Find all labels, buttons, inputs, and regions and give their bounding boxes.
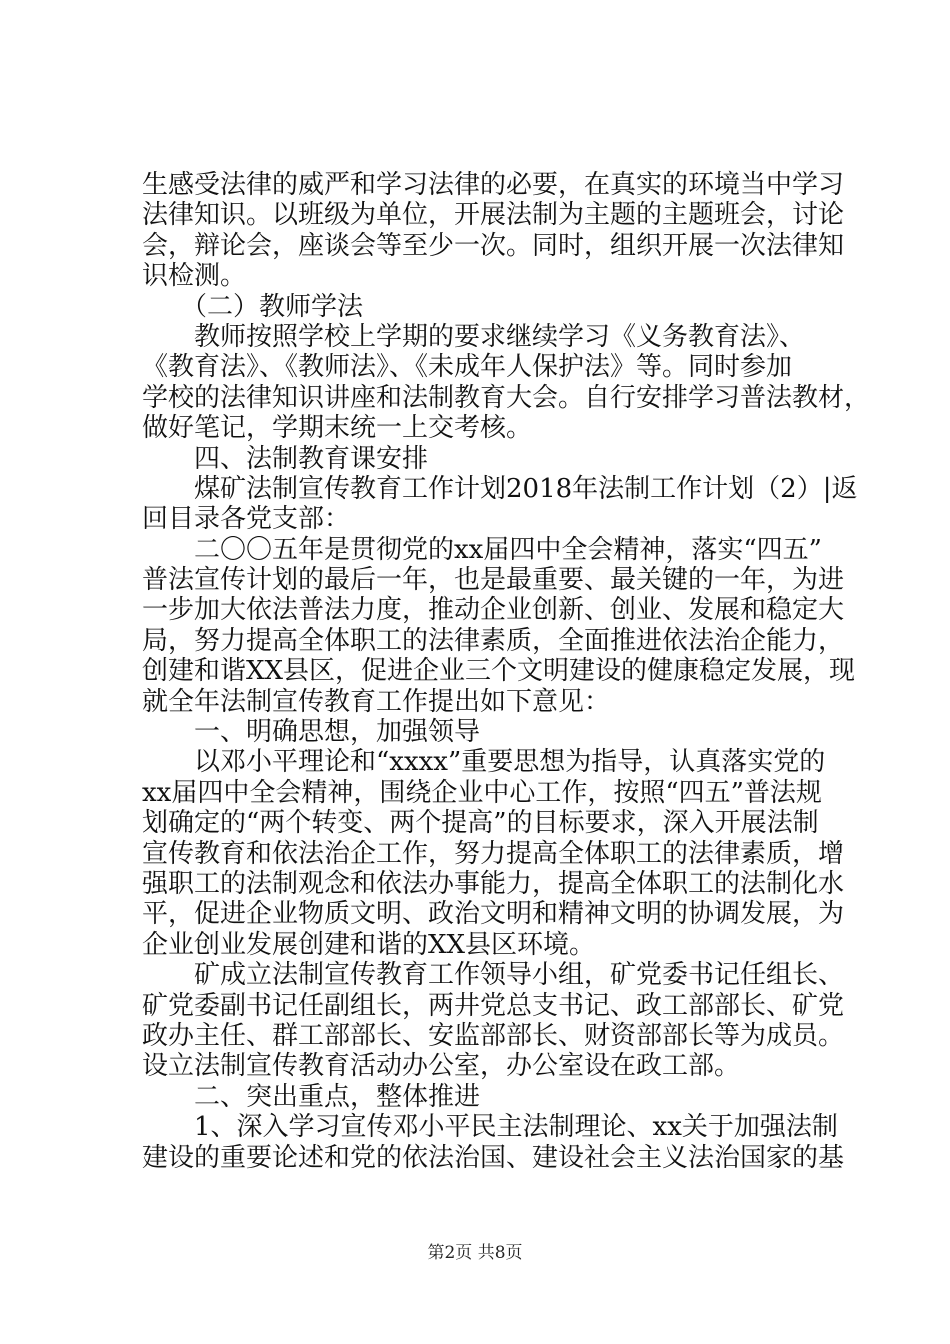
text-line: 企业创业发展创建和谐的XX县区环境。: [142, 929, 596, 960]
text-line: 一步加大依法普法力度，推动企业创新、创业、发展和稳定大: [142, 595, 845, 626]
text-line: 识检测。: [142, 261, 247, 292]
text-line: 设立法制宣传教育活动办公室，办公室设在政工部。: [142, 1051, 741, 1082]
section-heading: 四、法制教育课安排: [142, 443, 429, 474]
text-line: 政办主任、群工部部长、安监部部长、财资部部长等为成员。: [142, 1020, 845, 1051]
text-line: xx届四中全会精神，围绕企业中心工作，按照“四五”普法规: [142, 777, 822, 808]
text-line: 回目录各党支部：: [142, 504, 351, 535]
document-body: [142, 170, 871, 1173]
text-line: 会，辩论会，座谈会等至少一次。同时，组织开展一次法律知: [142, 230, 845, 261]
text-line: 学校的法律知识讲座和法制教育大会。自行安排学习普法教材，: [142, 382, 871, 413]
text-line: 矿成立法制宣传教育工作领导小组，矿党委书记任组长、: [142, 960, 845, 991]
text-line: 宣传教育和依法治企工作，努力提高全体职工的法律素质，增: [142, 838, 845, 869]
text-line: 局，努力提高全体职工的法律素质，全面推进依法治企能力，: [142, 625, 845, 656]
section-heading: （二）教师学法: [142, 291, 364, 322]
text-line: 煤矿法制宣传教育工作计划2018年法制工作计划（2）|返: [142, 473, 858, 504]
text-line: 以邓小平理论和“xxxx”重要思想为指导，认真落实党的: [142, 747, 826, 778]
text-line: 矿党委副书记任副组长，两井党总支书记、政工部部长、矿党: [142, 990, 845, 1021]
text-line: 生感受法律的威严和学习法律的必要，在真实的环境当中学习: [142, 170, 845, 200]
text-line: 建设的重要论述和党的依法治国、建设社会主义法治国家的基: [142, 1142, 845, 1173]
section-heading: 一、明确思想，加强领导: [142, 717, 481, 748]
text-line: 普法宣传计划的最后一年，也是最重要、最关键的一年，为进: [142, 565, 845, 596]
text-line: 二〇〇五年是贯彻党的xx届四中全会精神，落实“四五”: [142, 534, 822, 565]
text-line: 做好笔记，学期末统一上交考核。: [142, 413, 533, 444]
text-line: 强职工的法制观念和依法办事能力，提高全体职工的法制化水: [142, 868, 845, 899]
text-line: 《教育法》、《教师法》、《未成年人保护法》等。同时参加: [142, 352, 793, 383]
text-line: 1、深入学习宣传邓小平民主法制理论、xx关于加强法制: [142, 1112, 838, 1143]
text-line: 划确定的“两个转变、两个提高”的目标要求，深入开展法制: [142, 808, 819, 839]
page-number: 第2页 共8页: [427, 1243, 523, 1263]
text-line: 平，促进企业物质文明、政治文明和精神文明的协调发展，为: [142, 899, 845, 930]
text-line: 创建和谐XX县区，促进企业三个文明建设的健康稳定发展，现: [142, 656, 856, 687]
text-line: 法律知识。以班级为单位，开展法制为主题的主题班会，讨论: [142, 200, 845, 231]
page-footer: [0, 1242, 950, 1264]
text-line: 教师按照学校上学期的要求继续学习《义务教育法》、: [142, 321, 806, 352]
text-line: 就全年法制宣传教育工作提出如下意见：: [142, 686, 611, 717]
section-heading: 二、突出重点，整体推进: [142, 1081, 481, 1112]
